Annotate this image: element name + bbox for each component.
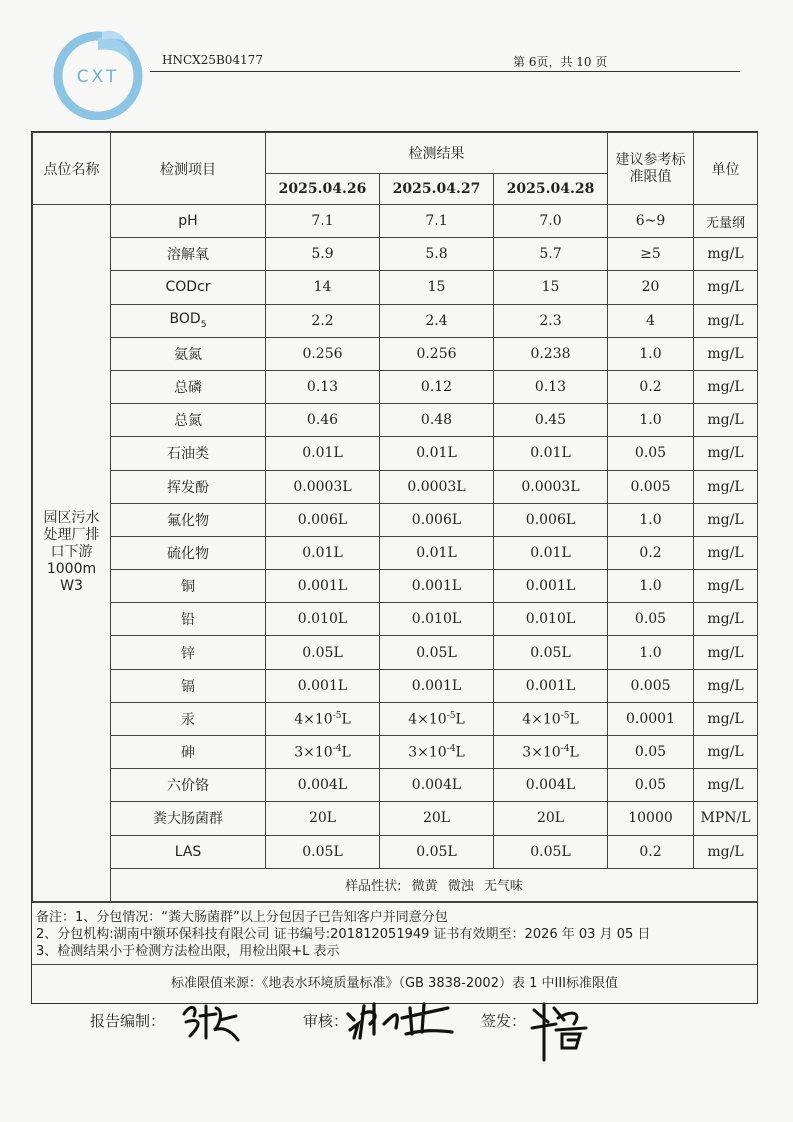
table-row bbox=[33, 205, 758, 238]
table-row bbox=[33, 536, 758, 569]
result-value: 0.01L bbox=[266, 437, 380, 470]
sci-exponent: -4 bbox=[332, 743, 342, 754]
result-value: 5.9 bbox=[266, 238, 380, 271]
item-name: 锌 bbox=[111, 636, 266, 669]
date-col-1: 2025.04.26 bbox=[266, 174, 380, 205]
report-number: HNCX25B04177 bbox=[162, 53, 263, 67]
sci-mantissa: 3×10 bbox=[408, 744, 447, 761]
result-value: 0.004L bbox=[266, 769, 380, 802]
result-value bbox=[380, 702, 494, 735]
limit-value: 20 bbox=[608, 271, 694, 304]
limit-value: 1.0 bbox=[608, 404, 694, 437]
result-value: 0.0003L bbox=[494, 470, 608, 503]
sample-property-label: 样品性状: bbox=[345, 879, 402, 895]
result-value: 0.010L bbox=[380, 603, 494, 636]
result-value: 7.1 bbox=[266, 205, 380, 238]
sci-mantissa: 4×10 bbox=[522, 711, 561, 728]
table-row bbox=[33, 835, 758, 868]
item-name: 溶解氧 bbox=[111, 238, 266, 271]
result-value: 0.001L bbox=[380, 669, 494, 702]
header-site: 点位名称 bbox=[33, 133, 111, 205]
result-value: 7.1 bbox=[380, 205, 494, 238]
result-value bbox=[266, 736, 380, 769]
result-value: 0.006L bbox=[380, 503, 494, 536]
limit-value: 4 bbox=[608, 304, 694, 337]
table-row bbox=[33, 470, 758, 503]
site-name-line: 处理厂排 bbox=[43, 527, 100, 544]
result-value: 0.001L bbox=[266, 570, 380, 603]
result-value: 14 bbox=[266, 271, 380, 304]
report-box bbox=[31, 131, 758, 1004]
result-value: 0.48 bbox=[380, 404, 494, 437]
unit-value: mg/L bbox=[694, 238, 758, 271]
unit-value: mg/L bbox=[694, 702, 758, 735]
result-value: 0.238 bbox=[494, 337, 608, 370]
result-value: 15 bbox=[494, 271, 608, 304]
unit-value: mg/L bbox=[694, 470, 758, 503]
unit-value: mg/L bbox=[694, 437, 758, 470]
item-name: 铅 bbox=[111, 603, 266, 636]
sci-suffix: L bbox=[569, 744, 579, 761]
result-value: 0.256 bbox=[380, 337, 494, 370]
unit-value: mg/L bbox=[694, 370, 758, 403]
sci-suffix: L bbox=[455, 711, 465, 728]
unit-value: mg/L bbox=[694, 271, 758, 304]
date-col-2: 2025.04.27 bbox=[380, 174, 494, 205]
limit-value: 0.05 bbox=[608, 769, 694, 802]
result-value: 0.006L bbox=[266, 503, 380, 536]
sci-mantissa: 4×10 bbox=[294, 711, 333, 728]
page-indicator: 第 6页，共 10 页 bbox=[513, 55, 608, 69]
result-value: 7.0 bbox=[494, 205, 608, 238]
header-result: 检测结果 bbox=[266, 133, 608, 174]
item-name: 六价铬 bbox=[111, 769, 266, 802]
table-row bbox=[33, 404, 758, 437]
table-row bbox=[33, 702, 758, 735]
result-value: 15 bbox=[380, 271, 494, 304]
limit-value: 1.0 bbox=[608, 636, 694, 669]
sci-suffix: L bbox=[569, 711, 579, 728]
result-value: 0.01L bbox=[380, 536, 494, 569]
table-row bbox=[33, 370, 758, 403]
result-value: 0.006L bbox=[494, 503, 608, 536]
result-value: 0.001L bbox=[380, 570, 494, 603]
sci-exponent: -4 bbox=[446, 743, 456, 754]
result-value: 0.01L bbox=[266, 536, 380, 569]
result-value: 0.01L bbox=[380, 437, 494, 470]
result-value: 0.01L bbox=[494, 437, 608, 470]
item-name: LAS bbox=[111, 835, 266, 868]
result-value: 2.2 bbox=[266, 304, 380, 337]
limit-value: 0.005 bbox=[608, 669, 694, 702]
item-name: 硫化物 bbox=[111, 536, 266, 569]
item-name: 汞 bbox=[111, 702, 266, 735]
approved-signature bbox=[528, 998, 592, 1068]
result-value: 0.12 bbox=[380, 370, 494, 403]
unit-value: mg/L bbox=[694, 736, 758, 769]
result-value: 0.0003L bbox=[380, 470, 494, 503]
unit-value: mg/L bbox=[694, 304, 758, 337]
result-value: 0.001L bbox=[494, 669, 608, 702]
table-row bbox=[33, 503, 758, 536]
result-value: 0.46 bbox=[266, 404, 380, 437]
result-value: 0.004L bbox=[494, 769, 608, 802]
result-value: 5.8 bbox=[380, 238, 494, 271]
result-value: 0.001L bbox=[494, 570, 608, 603]
item-name: 总氮 bbox=[111, 404, 266, 437]
site-name-line: 园区污水 bbox=[43, 510, 100, 527]
result-value: 0.256 bbox=[266, 337, 380, 370]
reviewed-label: 审核： bbox=[303, 1012, 349, 1030]
item-name: 铜 bbox=[111, 570, 266, 603]
item-name: CODcr bbox=[111, 271, 266, 304]
table-row bbox=[33, 669, 758, 702]
item-name: 氟化物 bbox=[111, 503, 266, 536]
prepared-signature bbox=[176, 996, 246, 1044]
sample-property-row bbox=[33, 868, 758, 901]
result-value: 0.05L bbox=[380, 835, 494, 868]
logo-text: CXT bbox=[76, 67, 120, 87]
table-row bbox=[33, 437, 758, 470]
sample-property-value: 微黄 微浊 无气味 bbox=[411, 879, 523, 895]
table-row bbox=[33, 636, 758, 669]
prepared-label: 报告编制： bbox=[90, 1012, 166, 1030]
result-value: 20L bbox=[380, 802, 494, 835]
limit-value: 0.2 bbox=[608, 536, 694, 569]
item-name: 挥发酚 bbox=[111, 470, 266, 503]
unit-value: mg/L bbox=[694, 570, 758, 603]
unit-value: mg/L bbox=[694, 769, 758, 802]
table-row bbox=[33, 802, 758, 835]
site-name-line: 口下游 bbox=[50, 544, 93, 561]
header-limit: 建议参考标准限值 bbox=[608, 133, 694, 205]
result-value bbox=[266, 702, 380, 735]
item-name bbox=[111, 304, 266, 337]
result-value: 0.05L bbox=[266, 835, 380, 868]
limit-value: 1.0 bbox=[608, 337, 694, 370]
limit-value: 1.0 bbox=[608, 503, 694, 536]
note-line-2: 2、分包机构:湖南中额环保科技有限公司 证书编号:201812051949 证书有效期至：2026 年 03 月 05 日 bbox=[36, 926, 651, 942]
note-line-3: 3、检测结果小于检测方法检出限，用检出限+L 表示 bbox=[36, 943, 340, 959]
reviewed-signature bbox=[344, 994, 458, 1044]
sci-suffix: L bbox=[341, 711, 351, 728]
limit-value: 0.05 bbox=[608, 603, 694, 636]
sci-mantissa: 3×10 bbox=[522, 744, 561, 761]
company-logo bbox=[52, 28, 144, 120]
result-value: 20L bbox=[494, 802, 608, 835]
limit-value: 6~9 bbox=[608, 205, 694, 238]
notes-section bbox=[32, 902, 757, 964]
result-value: 0.05L bbox=[266, 636, 380, 669]
item-name: pH bbox=[111, 205, 266, 238]
site-name bbox=[33, 205, 111, 902]
result-value: 0.010L bbox=[494, 603, 608, 636]
result-value: 0.05L bbox=[494, 835, 608, 868]
unit-value: mg/L bbox=[694, 503, 758, 536]
sci-exponent: -4 bbox=[560, 743, 570, 754]
sample-property bbox=[111, 868, 758, 901]
limit-value: 0.0001 bbox=[608, 702, 694, 735]
table-row bbox=[33, 271, 758, 304]
result-value bbox=[494, 702, 608, 735]
result-value: 0.004L bbox=[380, 769, 494, 802]
table-row bbox=[33, 603, 758, 636]
standard-source: 标准限值来源：《地表水环境质量标准》（GB 3838-2002）表 1 中III标准限值 bbox=[32, 964, 757, 1003]
limit-value: ≥5 bbox=[608, 238, 694, 271]
result-value: 0.01L bbox=[494, 536, 608, 569]
unit-value: mg/L bbox=[694, 835, 758, 868]
unit-value: mg/L bbox=[694, 603, 758, 636]
table-row bbox=[33, 570, 758, 603]
table-row bbox=[33, 238, 758, 271]
result-value: 5.7 bbox=[494, 238, 608, 271]
table-row bbox=[33, 337, 758, 370]
table-row bbox=[33, 769, 758, 802]
result-value: 0.010L bbox=[266, 603, 380, 636]
sci-suffix: L bbox=[455, 744, 465, 761]
site-name-line: 1000m bbox=[46, 561, 97, 578]
header-item: 检测项目 bbox=[111, 133, 266, 205]
result-value: 0.13 bbox=[266, 370, 380, 403]
unit-value: mg/L bbox=[694, 337, 758, 370]
header-rule bbox=[150, 71, 740, 72]
result-value: 20L bbox=[266, 802, 380, 835]
date-col-3: 2025.04.28 bbox=[494, 174, 608, 205]
result-value bbox=[380, 736, 494, 769]
sci-mantissa: 3×10 bbox=[294, 744, 333, 761]
item-name: 氨氮 bbox=[111, 337, 266, 370]
limit-value: 0.005 bbox=[608, 470, 694, 503]
result-value bbox=[494, 736, 608, 769]
item-name-sub: 5 bbox=[200, 320, 207, 331]
unit-value: mg/L bbox=[694, 636, 758, 669]
unit-value: mg/L bbox=[694, 536, 758, 569]
unit-value: MPN/L bbox=[694, 802, 758, 835]
item-name-base: BOD bbox=[169, 311, 201, 328]
item-name: 镉 bbox=[111, 669, 266, 702]
table-row bbox=[33, 736, 758, 769]
limit-value: 0.05 bbox=[608, 437, 694, 470]
sci-exponent: -5 bbox=[446, 710, 456, 721]
unit-value: mg/L bbox=[694, 404, 758, 437]
item-name: 粪大肠菌群 bbox=[111, 802, 266, 835]
item-name: 砷 bbox=[111, 736, 266, 769]
results-table bbox=[32, 132, 758, 902]
result-value: 0.05L bbox=[380, 636, 494, 669]
approved-label: 签发： bbox=[481, 1012, 527, 1030]
limit-value: 0.2 bbox=[608, 370, 694, 403]
limit-value: 1.0 bbox=[608, 570, 694, 603]
unit-value: mg/L bbox=[694, 669, 758, 702]
table-row bbox=[33, 304, 758, 337]
sci-exponent: -5 bbox=[560, 710, 570, 721]
result-value: 0.001L bbox=[266, 669, 380, 702]
sci-suffix: L bbox=[341, 744, 351, 761]
result-value: 0.0003L bbox=[266, 470, 380, 503]
result-value: 2.3 bbox=[494, 304, 608, 337]
result-value: 2.4 bbox=[380, 304, 494, 337]
result-value: 0.05L bbox=[494, 636, 608, 669]
unit-value: 无量纲 bbox=[694, 205, 758, 238]
sci-exponent: -5 bbox=[332, 710, 342, 721]
limit-value: 0.2 bbox=[608, 835, 694, 868]
item-name: 石油类 bbox=[111, 437, 266, 470]
item-name: 总磷 bbox=[111, 370, 266, 403]
sci-mantissa: 4×10 bbox=[408, 711, 447, 728]
result-value: 0.45 bbox=[494, 404, 608, 437]
limit-value: 0.05 bbox=[608, 736, 694, 769]
limit-value: 10000 bbox=[608, 802, 694, 835]
result-value: 0.13 bbox=[494, 370, 608, 403]
note-line-1: 备注：1、分包情况：“粪大肠菌群”以上分包因子已告知客户并同意分包 bbox=[36, 909, 448, 925]
site-name-line: W3 bbox=[60, 578, 83, 595]
header-unit: 单位 bbox=[694, 133, 758, 205]
